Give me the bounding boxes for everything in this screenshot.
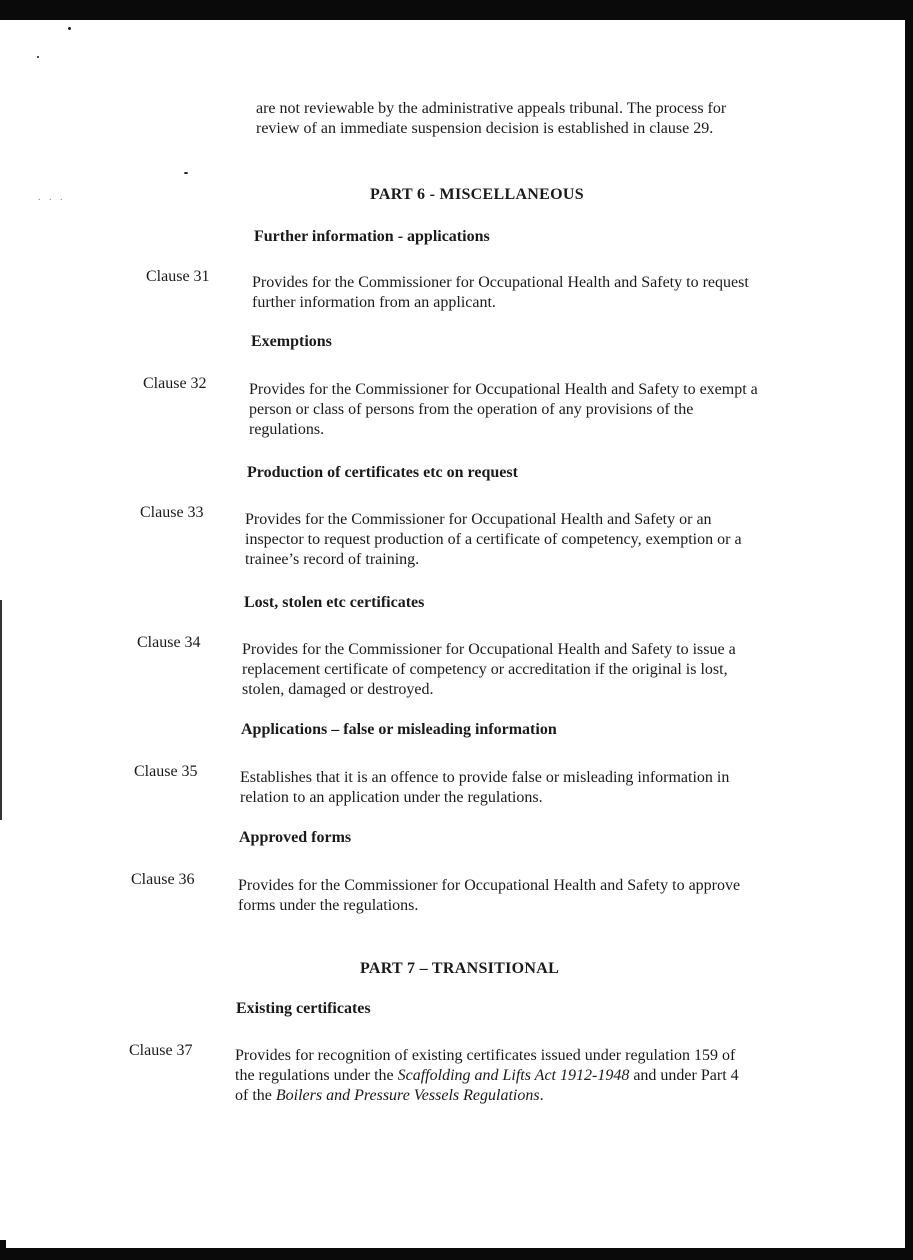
clause-text-line: Provides for the Commissioner for Occupational Health and Safety to issue a: [242, 641, 736, 658]
clause-35-label: Clause 35: [134, 763, 198, 780]
clause-text-line: Provides for the Commissioner for Occupational Health and Safety to approve: [238, 877, 741, 894]
scan-border-right: [905, 0, 913, 1260]
scan-border-corner: [0, 1240, 6, 1260]
clause-text-line: Establishes that it is an offence to provide false or misleading information in: [240, 769, 730, 786]
text-run: .: [539, 1087, 544, 1104]
clause-text-line: inspector to request production of a certificate of competency, exemption or a: [245, 531, 742, 548]
scan-border-bottom: [0, 1248, 913, 1260]
clause-36-text: [238, 876, 740, 916]
text-run: of the: [235, 1087, 276, 1104]
clause-34-text: [242, 640, 736, 700]
part-6-title: PART 6 - MISCELLANEOUS: [370, 186, 584, 203]
part-7-title: PART 7 – TRANSITIONAL: [360, 960, 560, 977]
section-heading-further-information: Further information - applications: [254, 228, 490, 245]
clause-text-line: person or class of persons from the operation of any provisions of the: [249, 401, 694, 418]
act-title: Scaffolding and Lifts Act 1912-1948: [397, 1067, 630, 1084]
text-run: and under Part 4: [629, 1067, 739, 1084]
intro-line: review of an immediate suspension decision is established in clause 29.: [256, 120, 714, 137]
clause-text-line: Provides for the Commissioner for Occupational Health and Safety or an: [245, 511, 712, 528]
clause-text-line: Provides for recognition of existing certificates issued under regulation 159 of: [235, 1047, 736, 1064]
scan-edge-mark: [0, 600, 2, 820]
clause-34-label: Clause 34: [137, 634, 201, 651]
clause-37-text: [235, 1046, 739, 1106]
clause-36-label: Clause 36: [131, 871, 195, 888]
clause-text-line: regulations.: [249, 421, 325, 438]
clause-text-line: further information from an applicant.: [252, 294, 496, 311]
clause-32-text: [249, 380, 758, 440]
clause-text-line: replacement certificate of competency or accreditation if the original is lost,: [242, 661, 728, 678]
clause-text-line: [235, 1066, 739, 1086]
section-heading-lost-stolen-certificates: Lost, stolen etc certificates: [244, 594, 425, 611]
clause-text-line: stolen, damaged or destroyed.: [242, 681, 434, 698]
clause-text-line: forms under the regulations.: [238, 897, 419, 914]
section-heading-exemptions: Exemptions: [251, 333, 332, 350]
clause-text-line: Provides for the Commissioner for Occupational Health and Safety to exempt a: [249, 381, 758, 398]
clause-33-text: [245, 510, 742, 570]
scan-speck: [37, 56, 39, 58]
scan-border-top: [0, 0, 913, 20]
section-heading-false-information: Applications – false or misleading information: [241, 721, 557, 738]
intro-line: are not reviewable by the administrative appeals tribunal. The process for: [256, 100, 727, 117]
clause-35-text: [240, 768, 729, 808]
scan-speck: [184, 172, 188, 174]
clause-31-label: Clause 31: [146, 268, 210, 285]
section-heading-production-of-certificates: Production of certificates etc on request: [247, 464, 518, 481]
intro-paragraph: [256, 99, 726, 139]
clause-text-line: trainee’s record of training.: [245, 551, 420, 568]
clause-32-label: Clause 32: [143, 375, 207, 392]
clause-31-text: [252, 273, 749, 313]
scan-dots: . . .: [38, 192, 66, 203]
text-run: the regulations under the: [235, 1067, 398, 1084]
scan-speck: [68, 27, 71, 30]
clause-text-line: relation to an application under the regulations.: [240, 789, 543, 806]
section-heading-approved-forms: Approved forms: [239, 829, 352, 846]
clause-text-line: Provides for the Commissioner for Occupational Health and Safety to request: [252, 274, 749, 291]
clause-33-label: Clause 33: [140, 504, 204, 521]
regulations-title: Boilers and Pressure Vessels Regulations: [275, 1087, 540, 1104]
section-heading-existing-certificates: Existing certificates: [236, 1000, 371, 1017]
clause-37-label: Clause 37: [129, 1042, 193, 1059]
clause-text-line: [235, 1086, 739, 1106]
